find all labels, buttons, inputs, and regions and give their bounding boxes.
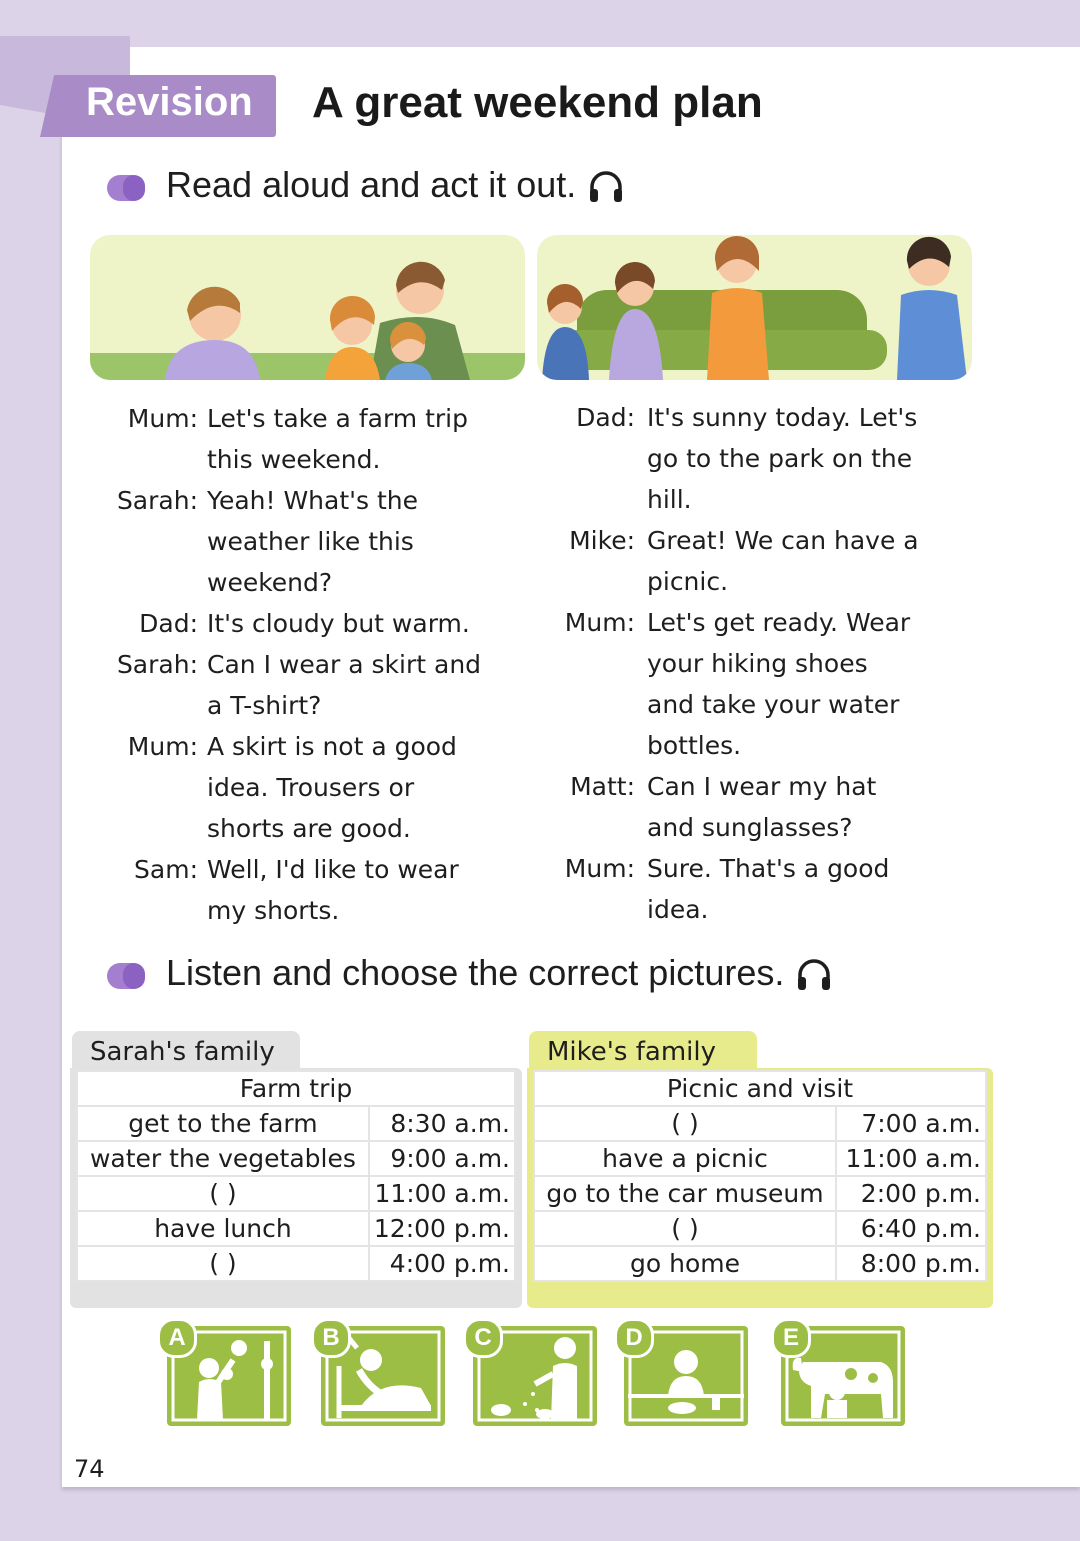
picture-letter: A xyxy=(157,1318,197,1358)
mike-schedule-table xyxy=(533,1070,987,1282)
dialogue-text: and take your water xyxy=(647,690,900,719)
schedule-row xyxy=(534,1211,986,1246)
page-title: A great weekend plan xyxy=(312,78,763,127)
schedule-activity[interactable]: ( ) xyxy=(534,1106,836,1141)
dialogue-line xyxy=(0,439,530,480)
dialogue-text: Well, I'd like to wear xyxy=(207,855,459,884)
page-number: 74 xyxy=(74,1455,105,1483)
schedule-time: 8:00 p.m. xyxy=(836,1246,986,1281)
dialogue-text: go to the park on the xyxy=(647,444,913,473)
dialogue-text: bottles. xyxy=(647,731,742,760)
dialogue-line xyxy=(0,849,530,890)
schedule-row xyxy=(77,1176,515,1211)
schedule-activity: get to the farm xyxy=(77,1106,369,1141)
dialogue-text: my shorts. xyxy=(207,896,340,925)
sarah-family-tab: Sarah's family xyxy=(72,1031,300,1073)
schedule-time: 6:40 p.m. xyxy=(836,1211,986,1246)
schedule-row xyxy=(77,1141,515,1176)
mike-table-heading: Picnic and visit xyxy=(534,1071,986,1106)
schedule-row xyxy=(534,1106,986,1141)
dialogue-speaker: Dad: xyxy=(139,609,198,638)
dialogue-line xyxy=(0,562,530,603)
family-illustration-right xyxy=(537,235,972,380)
dialogue-text: Sure. That's a good xyxy=(647,854,890,883)
dialogue-line xyxy=(537,438,957,479)
dialogue-text: idea. Trousers or xyxy=(207,773,415,802)
schedule-activity: have a picnic xyxy=(534,1141,836,1176)
dialogue-left xyxy=(0,398,530,931)
dialogue-line xyxy=(537,520,957,561)
dialogue-speaker: Matt: xyxy=(570,772,635,801)
dialogue-line xyxy=(537,848,957,889)
dialogue-line xyxy=(537,397,957,438)
schedule-row xyxy=(77,1246,515,1281)
dialogue-speaker: Dad: xyxy=(576,403,635,432)
dialogue-line xyxy=(0,767,530,808)
dialogue-text: shorts are good. xyxy=(207,814,411,843)
dialogue-text: Yeah! What's the xyxy=(207,486,419,515)
instruction-2 xyxy=(166,952,834,995)
sarah-table-heading: Farm trip xyxy=(77,1071,515,1106)
dialogue-line xyxy=(0,808,530,849)
dialogue-text: hill. xyxy=(647,485,692,514)
picture-option-d[interactable] xyxy=(624,1326,748,1426)
instruction-2-text: Listen and choose the correct pictures. xyxy=(166,952,785,993)
headphones-icon[interactable] xyxy=(586,167,626,207)
section-bullet xyxy=(107,963,145,989)
schedule-activity[interactable]: ( ) xyxy=(77,1176,369,1211)
dialogue-line xyxy=(0,521,530,562)
dialogue-line xyxy=(537,602,957,643)
dialogue-speaker: Mum: xyxy=(564,854,635,883)
dialogue-text: A skirt is not a good xyxy=(207,732,457,761)
schedule-time: 7:00 a.m. xyxy=(836,1106,986,1141)
dialogue-text: Can I wear a skirt and xyxy=(207,650,482,679)
dialogue-line xyxy=(0,603,530,644)
dialogue-line xyxy=(0,480,530,521)
dialogue-line xyxy=(0,644,530,685)
schedule-row xyxy=(77,1106,515,1141)
schedule-activity: have lunch xyxy=(77,1211,369,1246)
dialogue-text: a T-shirt? xyxy=(207,691,322,720)
schedule-activity: go to the car museum xyxy=(534,1176,836,1211)
dialogue-speaker: Mum: xyxy=(127,404,198,433)
mike-family-tab: Mike's family xyxy=(529,1031,757,1073)
dialogue-speaker: Mike: xyxy=(569,526,635,555)
dialogue-line xyxy=(537,889,957,930)
picture-letter: B xyxy=(311,1318,351,1358)
schedule-row xyxy=(534,1246,986,1281)
dialogue-speaker: Sarah: xyxy=(116,486,198,515)
schedule-time: 8:30 a.m. xyxy=(369,1106,515,1141)
dialogue-speaker: Mum: xyxy=(564,608,635,637)
dialogue-text: Let's take a farm trip xyxy=(207,404,468,433)
dialogue-line xyxy=(0,685,530,726)
schedule-row xyxy=(534,1176,986,1211)
dialogue-line xyxy=(537,725,957,766)
dialogue-right xyxy=(537,397,957,930)
dialogue-line xyxy=(537,766,957,807)
schedule-time: 11:00 a.m. xyxy=(369,1176,515,1211)
dialogue-line xyxy=(537,561,957,602)
sarah-schedule-table xyxy=(76,1070,516,1282)
dialogue-text: It's cloudy but warm. xyxy=(207,609,470,638)
dialogue-speaker: Sarah: xyxy=(116,650,198,679)
picture-letter: C xyxy=(463,1318,503,1358)
dialogue-line xyxy=(0,398,530,439)
schedule-time: 9:00 a.m. xyxy=(369,1141,515,1176)
dialogue-line xyxy=(0,890,530,931)
headphones-icon[interactable] xyxy=(794,955,834,995)
picture-option-c[interactable] xyxy=(473,1326,597,1426)
schedule-activity: go home xyxy=(534,1246,836,1281)
dialogue-text: Let's get ready. Wear xyxy=(647,608,911,637)
picture-option-e[interactable] xyxy=(781,1326,905,1426)
dialogue-speaker: Mum: xyxy=(127,732,198,761)
schedule-time: 11:00 a.m. xyxy=(836,1141,986,1176)
schedule-row xyxy=(77,1211,515,1246)
schedule-time: 12:00 p.m. xyxy=(369,1211,515,1246)
dialogue-text: picnic. xyxy=(647,567,729,596)
dialogue-text: It's sunny today. Let's xyxy=(647,403,918,432)
schedule-row xyxy=(534,1141,986,1176)
dialogue-text: Can I wear my hat xyxy=(647,772,877,801)
schedule-activity[interactable]: ( ) xyxy=(534,1211,836,1246)
family-illustration-left xyxy=(90,235,525,380)
dialogue-line xyxy=(537,684,957,725)
dialogue-line xyxy=(537,643,957,684)
dialogue-line xyxy=(0,726,530,767)
dialogue-text: weekend? xyxy=(207,568,333,597)
section-bullet xyxy=(107,175,145,201)
dialogue-speaker: Sam: xyxy=(134,855,198,884)
schedule-time: 4:00 p.m. xyxy=(369,1246,515,1281)
dialogue-text: this weekend. xyxy=(207,445,381,474)
dialogue-text: weather like this xyxy=(207,527,414,556)
picture-option-b[interactable] xyxy=(321,1326,445,1426)
picture-letter: D xyxy=(614,1318,654,1358)
dialogue-line xyxy=(537,479,957,520)
revision-badge-label: Revision xyxy=(86,80,253,124)
picture-option-a[interactable] xyxy=(167,1326,291,1426)
schedule-activity[interactable]: ( ) xyxy=(77,1246,369,1281)
schedule-activity: water the vegetables xyxy=(77,1141,369,1176)
dialogue-text: idea. xyxy=(647,895,709,924)
dialogue-text: and sunglasses? xyxy=(647,813,853,842)
instruction-1 xyxy=(166,164,626,207)
dialogue-line xyxy=(537,807,957,848)
dialogue-text: your hiking shoes xyxy=(647,649,868,678)
instruction-1-text: Read aloud and act it out. xyxy=(166,164,577,205)
dialogue-text: Great! We can have a xyxy=(647,526,919,555)
picture-letter: E xyxy=(771,1318,811,1358)
schedule-time: 2:00 p.m. xyxy=(836,1176,986,1211)
